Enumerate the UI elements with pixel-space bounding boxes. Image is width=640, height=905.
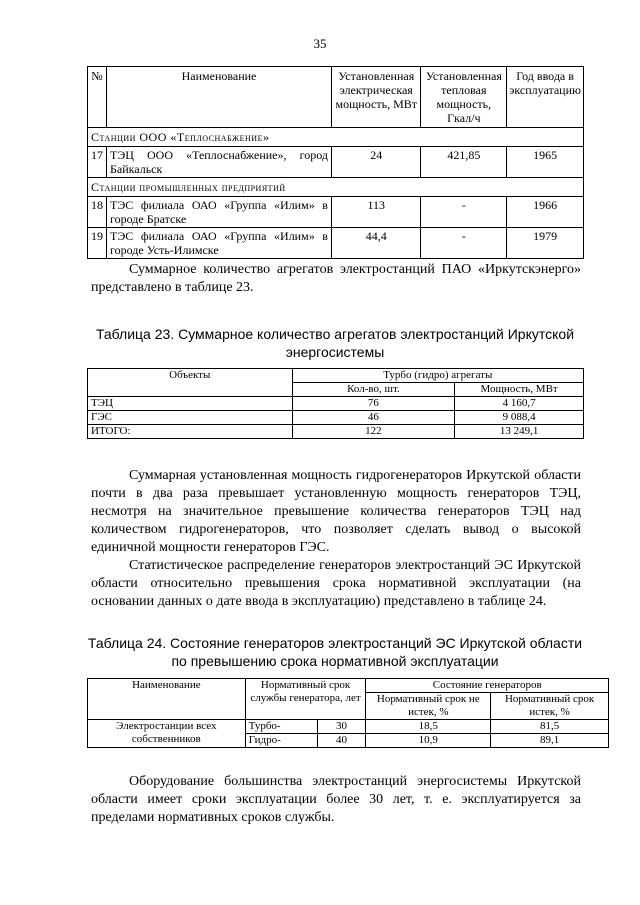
- header-generator-state: Состояние генераторов: [366, 679, 609, 693]
- cell: 1966: [507, 197, 584, 228]
- cell: 76: [292, 397, 455, 411]
- header-electric-power: Установленная электрическая мощность, МВт: [331, 67, 420, 128]
- header-count: Кол-во, шт.: [292, 383, 455, 397]
- cell: Гидро-: [245, 734, 317, 748]
- cell: 89,1: [491, 734, 609, 748]
- cell: 46: [292, 411, 455, 425]
- power-stations-table: [87, 66, 584, 259]
- cell: 122: [292, 425, 455, 439]
- cell: 24: [331, 147, 420, 178]
- page-number: 35: [313, 36, 327, 51]
- header-turbo-aggregates: Турбо (гидро) агрегаты: [292, 369, 583, 383]
- paragraph: Суммарное количество агрегатов электростанций ПАО «Иркутскэнерго» представлено в таблице 23.: [91, 262, 581, 295]
- paragraph: Оборудование большинства электростанций энергосистемы Иркутской области имеет сроки эксплуатации более 30 лет, т. е. эксплуатируется за пределами нормативных сроков службы.: [91, 774, 581, 825]
- header-not-expired: Нормативный срок не истек, %: [366, 693, 491, 720]
- paragraph: Статистическое распределение генераторов электростанций ЭС Иркутской области относительно превышения срока нормативной эксплуатации (на основании данных о дате ввода в эксплуатацию) представлено в таблице 24.: [91, 558, 581, 609]
- table-row: [88, 228, 584, 259]
- cell: 1979: [507, 228, 584, 259]
- generator-state-table: [87, 678, 609, 748]
- header-name: Наименование: [107, 67, 332, 128]
- cell: ГЭС: [88, 411, 293, 425]
- cell: 1965: [507, 147, 584, 178]
- cell: 9 088,4: [455, 411, 584, 425]
- table-header-row: [88, 369, 584, 383]
- cell: 13 249,1: [455, 425, 584, 439]
- cell: -: [421, 228, 507, 259]
- cell: -: [421, 197, 507, 228]
- cell: 81,5: [491, 720, 609, 734]
- cell: 40: [317, 734, 366, 748]
- header-objects: Объекты: [88, 369, 293, 397]
- cell: 113: [331, 197, 420, 228]
- table-row: [88, 411, 584, 425]
- header-number: №: [88, 67, 107, 128]
- section-title: Станции ООО «Теплоснабжение»: [88, 128, 584, 147]
- table-row: [88, 720, 609, 734]
- header-service-term: Нормативный срок службы генератора, лет: [245, 679, 366, 720]
- paragraph: Суммарная установленная мощность гидрогенераторов Иркутской области почти в два раза превышает установленную мощность генераторов ТЭЦ, несмотря на значительное превышение количества генераторов ТЭЦ над количеством гидрогенераторов, что позволяет сделать вывод о высокой единичной мощности генераторов ГЭС.: [91, 468, 581, 555]
- cell: 30: [317, 720, 366, 734]
- cell: 18: [88, 197, 107, 228]
- cell: 10,9: [366, 734, 491, 748]
- section-row: [88, 128, 584, 147]
- section-row: [88, 178, 584, 197]
- aggregates-table: [87, 368, 584, 439]
- table-23-caption: Таблица 23. Суммарное количество агрегатов электростанций Иркутской энергосистемы: [95, 326, 575, 360]
- table-24-caption: Таблица 24. Состояние генераторов электростанций ЭС Иркутской области по превышению срока нормативной эксплуатации: [87, 635, 583, 669]
- header-expired: Нормативный срок истек, %: [491, 693, 609, 720]
- cell: 18,5: [366, 720, 491, 734]
- header-commission-year: Год ввода в эксплуатацию: [507, 67, 584, 128]
- table-row: [88, 147, 584, 178]
- cell: ТЭС филиала ОАО «Группа «Илим» в городе Усть-Илимске: [107, 228, 332, 259]
- table-row: [88, 397, 584, 411]
- cell: ТЭЦ: [88, 397, 293, 411]
- cell: 19: [88, 228, 107, 259]
- cell: 421,85: [421, 147, 507, 178]
- table-row: [88, 197, 584, 228]
- cell-row-name: Электростанции всех собственников: [88, 720, 246, 748]
- section-title: Станции промышленных предприятий: [88, 178, 584, 197]
- cell: Турбо-: [245, 720, 317, 734]
- cell: 17: [88, 147, 107, 178]
- cell: ТЭЦ ООО «Теплоснабжение», город Байкальск: [107, 147, 332, 178]
- table-row: [88, 425, 584, 439]
- cell: 4 160,7: [455, 397, 584, 411]
- table-header-row: [88, 67, 584, 128]
- cell: ТЭС филиала ОАО «Группа «Илим» в городе Братске: [107, 197, 332, 228]
- header-name: Наименование: [88, 679, 246, 720]
- table-header-row: [88, 679, 609, 693]
- cell: 44,4: [331, 228, 420, 259]
- cell: ИТОГО:: [88, 425, 293, 439]
- header-power: Мощность, МВт: [455, 383, 584, 397]
- header-thermal-power: Установленная тепловая мощность, Гкал/ч: [421, 67, 507, 128]
